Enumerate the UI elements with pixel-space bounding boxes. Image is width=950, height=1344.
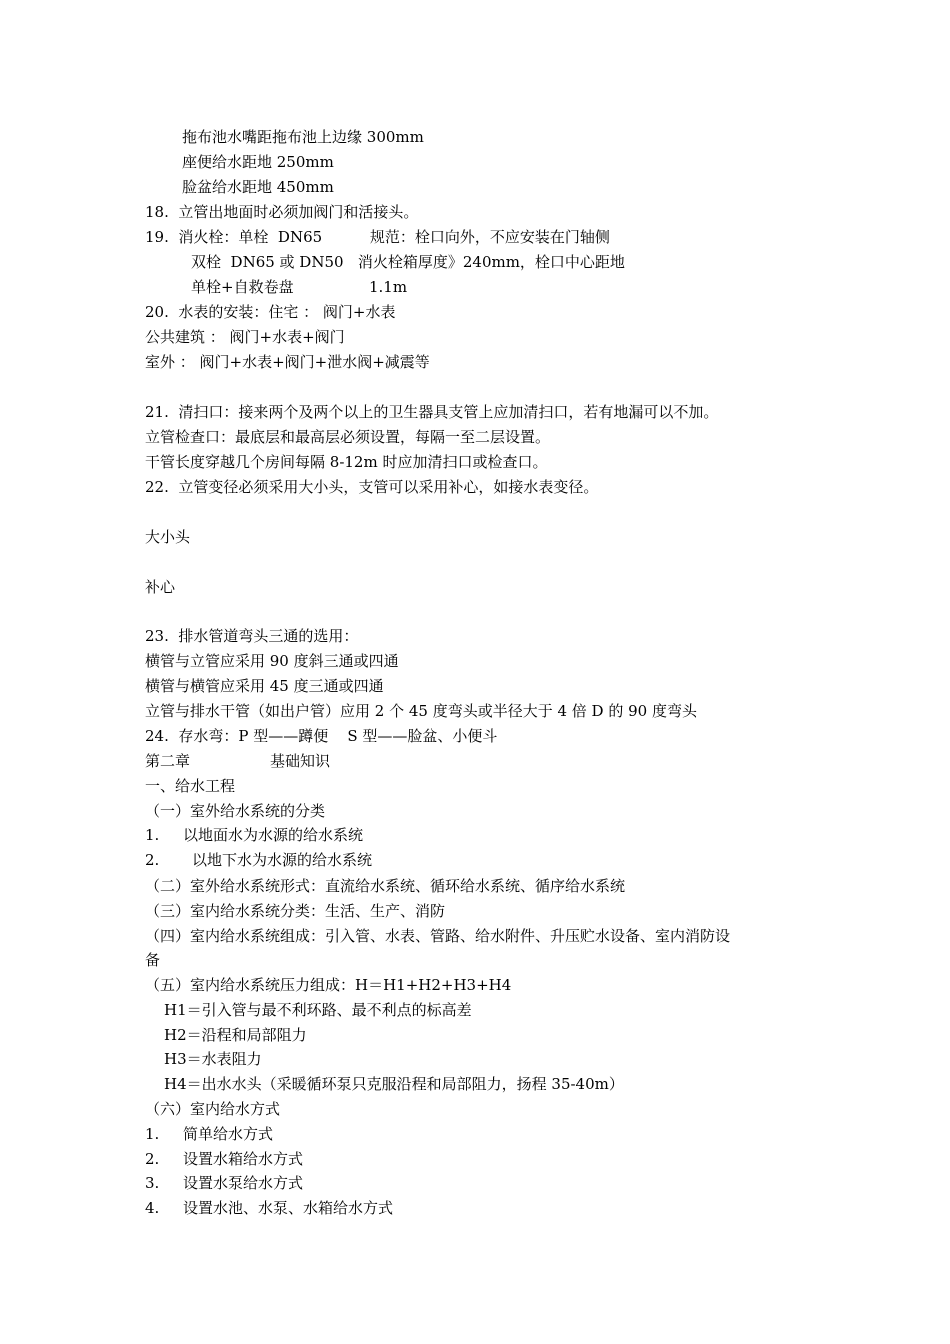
- list-item-text: 以地下水为水源的给水系统: [192, 851, 373, 869]
- list-item-text: 设置水箱给水方式: [183, 1150, 304, 1168]
- list-number: 2.: [145, 851, 160, 869]
- text-line: 脸盆给水距地 450mm: [182, 178, 334, 196]
- text-line: 20. 水表的安装：住宅 ： 阀门+水表: [145, 303, 396, 321]
- text-line: 双栓 DN65 或 DN50 消火栓箱厚度》240mm，栓口中心距地: [191, 253, 625, 271]
- text-line: H4＝出水水头（采暖循环泵只克服沿程和局部阻力，扬程 35-40m）: [164, 1075, 624, 1093]
- text-line: 23. 排水管道弯头三通的选用：: [145, 627, 359, 645]
- text-line: 补心: [145, 578, 176, 596]
- text-line: （二）室外给水系统形式：直流给水系统、循环给水系统、循序给水系统: [145, 877, 626, 895]
- list-number: 4.: [145, 1199, 160, 1217]
- text-line: 拖布池水嘴距拖布池上边缘 300mm: [182, 128, 424, 146]
- chapter-number: 第二章: [145, 752, 191, 770]
- list-number: 3.: [145, 1174, 160, 1192]
- list-item-text: 设置水池、水泵、水箱给水方式: [183, 1199, 394, 1217]
- section-heading: 一、给水工程: [145, 777, 236, 795]
- text-line: H2＝沿程和局部阻力: [164, 1026, 307, 1044]
- text-line: 22. 立管变径必须采用大小头，支管可以采用补心，如接水表变径。: [145, 478, 599, 496]
- text-line: 21. 清扫口：接来两个及两个以上的卫生器具支管上应加清扫口，若有地漏可以不加。: [145, 403, 719, 421]
- text-line: 19. 消火栓：单栓 DN65 规范：栓口向外，不应安装在门轴侧: [145, 228, 610, 246]
- text-line: 1.1m: [369, 278, 408, 296]
- text-line: （六）室内给水方式: [145, 1100, 281, 1118]
- text-line: 干管长度穿越几个房间每隔 8-12m 时应加清扫口或检查口。: [145, 453, 548, 471]
- text-line: 24. 存水弯：P 型——蹲便 S 型——脸盆、小便斗: [145, 727, 498, 745]
- list-item-text: 设置水泵给水方式: [183, 1174, 304, 1192]
- text-line: 座便给水距地 250mm: [182, 153, 334, 171]
- text-line: 公共建筑 ： 阀门+水表+阀门: [145, 328, 345, 346]
- text-line: 大小头: [145, 528, 191, 546]
- text-line: （四）室内给水系统组成：引入管、水表、管路、给水附件、升压贮水设备、室内消防设: [145, 927, 731, 945]
- list-number: 2.: [145, 1150, 160, 1168]
- list-number: 1.: [145, 1125, 160, 1143]
- list-item-text: 简单给水方式: [183, 1125, 274, 1143]
- text-line: 备: [145, 951, 161, 969]
- text-line: 18. 立管出地面时必须加阀门和活接头。: [145, 203, 419, 221]
- text-line: 单栓+自救卷盘: [191, 278, 294, 296]
- list-item-text: 以地面水为水源的给水系统: [183, 826, 364, 844]
- text-line: （五）室内给水系统压力组成：H＝H1+H2+H3+H4: [145, 976, 512, 994]
- text-line: 立管与排水干管（如出户管）应用 2 个 45 度弯头或半径大于 4 倍 D 的 90 度弯头: [145, 702, 697, 720]
- text-line: H1＝引入管与最不利环路、最不利点的标高差: [164, 1001, 472, 1019]
- text-line: 室外 ： 阀门+水表+阀门+泄水阀+减震等: [145, 353, 430, 371]
- text-line: 横管与横管应采用 45 度三通或四通: [145, 677, 384, 695]
- text-line: H3＝水表阻力: [164, 1050, 262, 1068]
- text-line: （一）室外给水系统的分类: [145, 802, 326, 820]
- text-line: 立管检查口：最底层和最高层必须设置，每隔一至二层设置。: [145, 428, 551, 446]
- text-line: （三）室内给水系统分类：生活、生产、消防: [145, 902, 446, 920]
- list-number: 1.: [145, 826, 160, 844]
- chapter-title: 基础知识: [270, 752, 331, 770]
- text-line: 横管与立管应采用 90 度斜三通或四通: [145, 652, 399, 670]
